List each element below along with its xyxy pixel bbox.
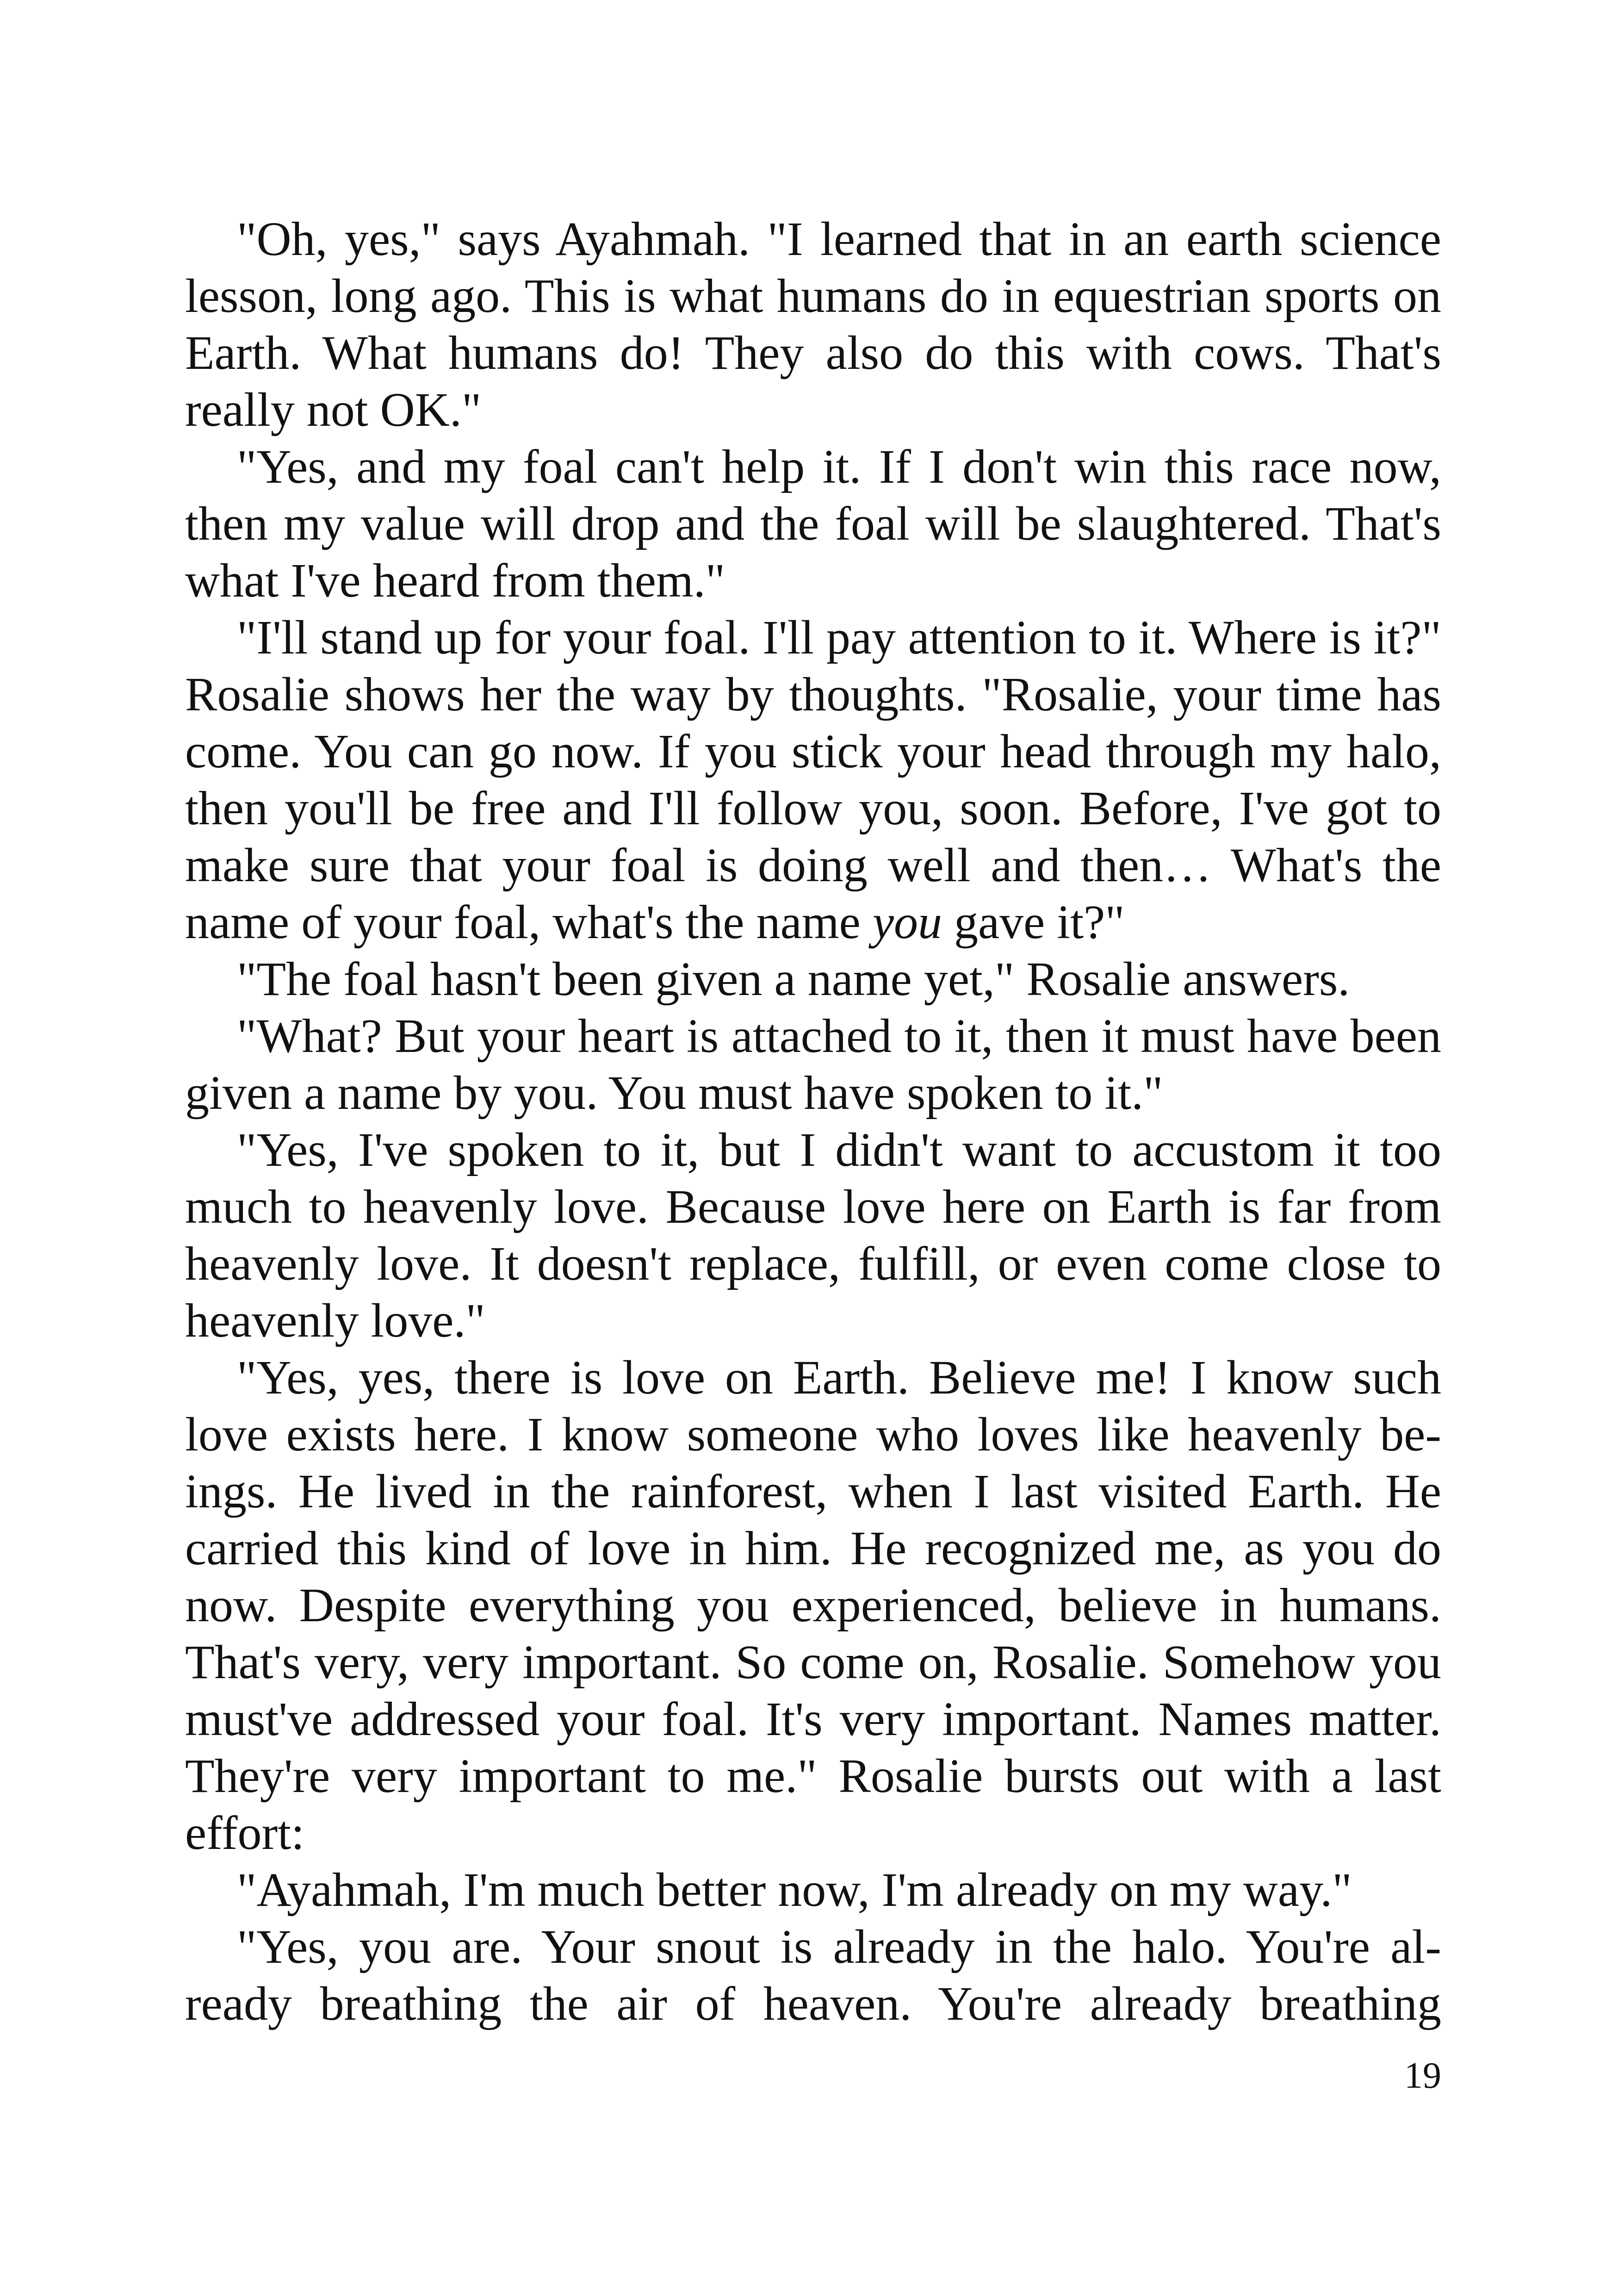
paragraph: "What? But your heart is attached to it, then it must have been given a name by you. You must have spoken to it." (185, 1009, 1441, 1120)
paragraph: "Yes, yes, there is love on Earth. Believe me! I know such love exists here. I know someone who loves like heavenly be-ings. He lived in the rainforest, when I last visited Earth. He carried this kind of love in him. He recognized me, as you do now. Despite everything you experienced, believe in humans. That's very, very important. So come on, Rosalie. Somehow you must've addressed your foal. It's very important. Names matter. They're very important to me." Rosalie bursts out with a last effort: (185, 1351, 1441, 1860)
paragraph: "Yes, you are. Your snout is already in the halo. You're al-ready breathing the air of heaven. You're already breathing (185, 1920, 1441, 2030)
page-number: 19 (1404, 2055, 1441, 2096)
paragraph-text: "I'll stand up for your foal. I'll pay attention to it. Where is it?" Rosalie shows her the way by thoughts. "Rosalie, your time has come. You can go now. If you stick your head through my halo, then you'll be free and I'll follow you, soon. Before, I've got to make sure that your foal is doing well and then… What's the name of your foal, what's the name (185, 611, 1441, 949)
paragraph: "Oh, yes," says Ayahmah. "I learned that in an earth science lesson, long ago. This is what humans do in equestrian sports on Earth. What humans do! They also do this with cows. That's really not OK." (185, 212, 1441, 436)
paragraph: "The foal hasn't been given a name yet," Rosalie answers. (237, 952, 1350, 1006)
paragraph (185, 609, 1441, 951)
paragraph: "Yes, I've spoken to it, but I didn't want to accustom it too much to heavenly love. Because love here on Earth is far from heavenly love. It doesn't replace, fulfill, or even come close to heavenly love." (185, 1123, 1441, 1347)
paragraph: "Ayahmah, I'm much better now, I'm already on my way." (237, 1863, 1352, 1916)
body-text (185, 211, 1441, 2032)
paragraph-text: gave it?" (942, 896, 1125, 949)
emphasized-word: you (872, 896, 942, 949)
paragraph: "Yes, and my foal can't help it. If I don't win this race now, then my value will drop and the foal will be slaughtered. That's what I've heard from them." (185, 440, 1441, 607)
